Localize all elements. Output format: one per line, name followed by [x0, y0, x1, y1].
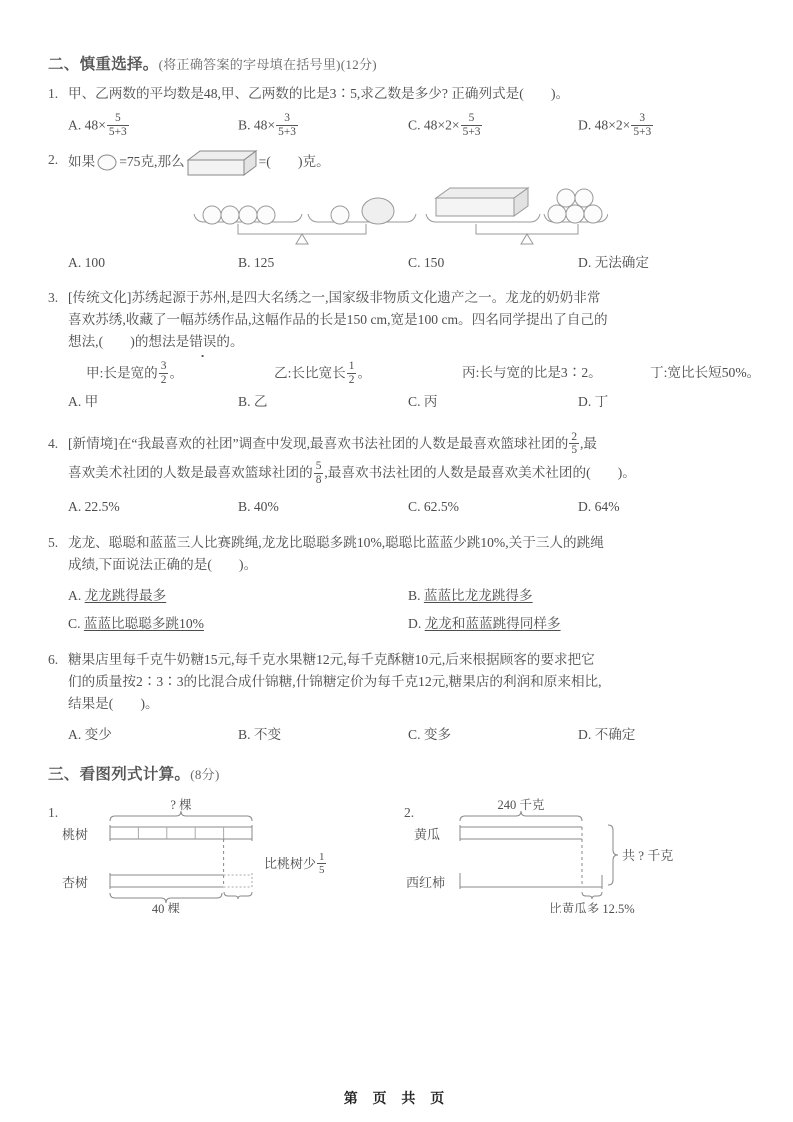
- option-c-text: 150: [423, 254, 445, 270]
- thought-ding: [632, 360, 793, 387]
- option-c-text: 变多: [423, 726, 452, 742]
- option-d-label: D.: [578, 117, 592, 133]
- question-3-thoughts: [48, 360, 761, 387]
- option-c-label: C.: [408, 117, 421, 133]
- thought-bing-name: 丙:: [462, 365, 480, 381]
- question-5-stem-line-2: 成绩,下面说法正确的是( )。: [68, 557, 258, 573]
- option-d-label: D.: [408, 615, 422, 631]
- option-c-text: 蓝蓝比聪聪多跳10%: [83, 615, 204, 631]
- diagram-row: [48, 793, 748, 918]
- question-2-options: [48, 250, 748, 276]
- option-c-label: C.: [68, 615, 81, 631]
- thought-jia: [68, 360, 256, 387]
- option-d-text: 龙龙和蓝蓝跳得同样多: [424, 615, 561, 631]
- option-b-label: B.: [238, 499, 251, 515]
- option-d[interactable]: [408, 611, 748, 637]
- question-2: [48, 149, 748, 177]
- option-b-expression: 48×: [253, 117, 276, 133]
- diagram-2-svg: [404, 793, 748, 913]
- question-5-number: 5.: [48, 535, 59, 551]
- fraction: $\frac{1}{5}$: [319, 850, 325, 876]
- option-d-text: 丁: [594, 394, 609, 410]
- fraction: $\frac{3}{2}$: [160, 360, 167, 387]
- option-b-text: 乙: [253, 394, 268, 410]
- question-6-stem-line-2: 们的质量按2∶3∶3的比混合成什锦糖,什锦糖定价为每千克12元,糖果店的利润和原来相比,: [68, 673, 602, 689]
- option-a-label: A.: [68, 726, 82, 742]
- option-b-text: 125: [253, 254, 275, 270]
- option-d-label: D.: [578, 499, 592, 515]
- option-b[interactable]: [238, 494, 408, 520]
- diagram-1-row1-name: 桃树: [62, 826, 89, 842]
- option-c-label: C.: [408, 499, 421, 515]
- question-4-text-2b: ,最喜欢书法社团的人数是最喜欢美术社团的( )。: [324, 465, 636, 481]
- question-1: [48, 83, 748, 105]
- option-d-text: 不确定: [594, 726, 636, 742]
- question-5-stem-line-1: 龙龙、聪聪和蓝蓝三人比赛跳绳,龙龙比聪聪多跳10%,聪聪比蓝蓝少跳10%,关于三人的跳绳: [68, 535, 604, 551]
- diagram-1: [48, 793, 404, 918]
- diagram-2-row1-name: 黄瓜: [414, 826, 441, 842]
- option-b-text: 40%: [253, 499, 279, 515]
- question-6-stem-line-3: 结果是( )。: [68, 695, 159, 711]
- option-b[interactable]: [408, 583, 748, 609]
- question-3-stem-line-3: [68, 331, 748, 353]
- thought-ding-name: 丁:: [650, 365, 668, 381]
- diagram-2-bottom-label: 比黄瓜多 12.5%: [549, 901, 635, 913]
- section-heading-3: [48, 762, 748, 784]
- option-a-text: 甲: [84, 394, 99, 410]
- question-3-stem-1: 苏绣起源于苏州,是四大名绣之一,国家级非物质文化遗产之一。龙龙的奶奶非常: [131, 290, 601, 306]
- diagram-1-side-label: [264, 851, 327, 876]
- section-heading-2: [48, 52, 748, 74]
- question-4-tag: [新情境]: [68, 435, 118, 451]
- option-a[interactable]: [68, 250, 238, 276]
- diagram-2-top-label: 240 千克: [497, 797, 545, 812]
- option-b[interactable]: [238, 250, 408, 276]
- question-6-number: 6.: [48, 651, 59, 667]
- balance-left: [194, 198, 416, 244]
- option-b-label: B.: [408, 588, 421, 604]
- diagram-2: [404, 793, 748, 918]
- option-b[interactable]: [238, 389, 408, 415]
- page-content: [48, 52, 761, 918]
- thought-jia-text: 长是宽的: [103, 365, 158, 381]
- option-b[interactable]: [238, 722, 408, 748]
- option-a-text: 变少: [84, 726, 112, 742]
- option-b-text: 蓝蓝比龙龙跳得多: [423, 588, 533, 604]
- option-a-label: A.: [68, 254, 82, 270]
- diagram-2-number: 2.: [404, 804, 415, 820]
- fraction: $\frac{3}{5+3}$: [278, 112, 296, 138]
- section-2-number: 二、: [48, 56, 80, 73]
- diagram-2-row2-name: 西红柿: [406, 874, 446, 890]
- option-b[interactable]: [238, 112, 408, 139]
- option-d[interactable]: [578, 112, 748, 139]
- question-4-options: [48, 494, 748, 520]
- question-5-options-row-2: [48, 611, 748, 637]
- option-a[interactable]: [68, 112, 238, 139]
- question-6-options: [48, 722, 748, 748]
- option-c[interactable]: [408, 250, 578, 276]
- option-c-text: 丙: [423, 394, 438, 410]
- option-d-text: 无法确定: [594, 254, 649, 270]
- question-6-stem-line-1: 糖果店里每千克牛奶糖15元,每千克水果糖12元,每千克酥糖10元,后来根据顾客的要求把它: [68, 651, 595, 667]
- question-3-options: [48, 389, 748, 415]
- thought-bing: [444, 360, 632, 387]
- option-a-label: A.: [68, 394, 82, 410]
- option-d-label: D.: [578, 254, 592, 270]
- fraction: $\frac{3}{5+3}$: [633, 112, 652, 138]
- question-3-number: 3.: [48, 290, 59, 306]
- page-footer: 第 页 共 页: [343, 1091, 450, 1107]
- option-d[interactable]: [578, 389, 748, 415]
- question-3-stem-3c: 的。: [216, 334, 244, 350]
- question-3-stem-line-2: 喜欢苏绣,收藏了一幅苏绣作品,这幅作品的长是150 cm,宽是100 cm。四名同学提出了自己的: [68, 312, 608, 328]
- fraction: $\frac{5}{5+3}$: [108, 112, 127, 138]
- diagram-1-row2-name: 杏树: [62, 874, 89, 890]
- thought-yi-name: 乙:: [274, 365, 292, 381]
- question-2-number: 2.: [48, 151, 59, 167]
- option-c[interactable]: [408, 389, 578, 415]
- diagram-1-svg: [48, 793, 394, 913]
- thought-bing-text: 长与宽的比是3∶2。: [479, 365, 602, 381]
- question-4-text-2: 喜欢美术社团的人数是最喜欢篮球社团的: [68, 465, 313, 481]
- question-2-stem-part-b: =75克,那么: [119, 153, 185, 169]
- option-d-label: D.: [578, 394, 592, 410]
- option-d-label: D.: [578, 726, 592, 742]
- question-5: [48, 532, 748, 576]
- section-3-note: (8分): [190, 766, 220, 782]
- question-3-tag: [传统文化]: [68, 290, 132, 306]
- thought-yi: [256, 360, 444, 387]
- question-3-stem-3a: 想法,( )的想法是: [68, 334, 190, 350]
- option-d-text: 64%: [594, 499, 620, 515]
- thought-jia-post: 。: [169, 365, 184, 381]
- option-c[interactable]: [408, 722, 578, 748]
- question-2-stem-part-a: 如果: [68, 153, 96, 169]
- option-c[interactable]: [408, 112, 578, 139]
- option-a[interactable]: [68, 389, 238, 415]
- balance-right: [426, 188, 608, 244]
- option-b-label: B.: [238, 394, 251, 410]
- question-4-line-2: [68, 458, 748, 487]
- option-b-label: B.: [238, 726, 251, 742]
- question-4: [48, 429, 748, 487]
- question-5-options-row-1: [48, 583, 748, 609]
- question-4-text-1: 在“我最喜欢的社团”调查中发现,最喜欢书法社团的人数是最喜欢篮球社团的: [117, 435, 569, 451]
- thought-jia-name: 甲:: [86, 365, 104, 381]
- option-c-label: C.: [408, 726, 421, 742]
- diagram-1-side-text: 比桃树少: [264, 855, 317, 871]
- option-b-label: B.: [238, 254, 251, 270]
- question-4-line-1: [68, 429, 748, 458]
- option-a[interactable]: [68, 494, 238, 520]
- option-a[interactable]: [68, 722, 238, 748]
- option-d[interactable]: [578, 494, 748, 520]
- option-b-text: 不变: [253, 726, 282, 742]
- option-a-text: 22.5%: [84, 499, 120, 515]
- question-3-emphasis: 错误: [189, 331, 216, 353]
- option-a-text: 100: [84, 254, 106, 270]
- diagram-1-number: 1.: [48, 804, 59, 820]
- fraction: $\frac{1}{2}$: [348, 360, 355, 387]
- option-c[interactable]: [408, 494, 578, 520]
- option-b-label: B.: [238, 117, 251, 133]
- option-a-label: A.: [68, 499, 82, 515]
- fraction: $\frac{2}{5}$: [571, 430, 578, 457]
- thought-ding-text: 宽比长短50%。: [667, 365, 761, 381]
- balance-scale-figure: [48, 184, 748, 246]
- option-d[interactable]: [578, 250, 748, 276]
- option-a-label: A.: [68, 588, 82, 604]
- option-d[interactable]: [578, 722, 748, 748]
- option-c-label: C.: [408, 394, 421, 410]
- question-3: [48, 287, 748, 353]
- section-3-title: 看图列式计算。: [79, 765, 191, 783]
- section-3-number: 三、: [48, 765, 80, 783]
- fraction: $\frac{5}{5+3}$: [462, 112, 481, 138]
- fraction: $\frac{5}{8}$: [315, 459, 322, 486]
- section-2-title: 慎重选择。: [79, 56, 159, 73]
- question-1-number: 1.: [48, 86, 59, 101]
- question-1-options: [48, 112, 748, 139]
- diagram-1-bottom-label: 40 棵: [151, 901, 181, 913]
- question-1-stem: 甲、乙两数的平均数是48,甲、乙两数的比是3∶5,求乙数是多少? 正确列式是( )。: [68, 86, 570, 101]
- option-d-expression: 48×2×: [594, 117, 631, 133]
- thought-yi-post: 。: [357, 365, 372, 381]
- thought-yi-text: 长比宽长: [291, 365, 346, 381]
- question-4-number: 4.: [48, 435, 59, 451]
- question-2-stem-part-c: =( )克。: [258, 153, 330, 169]
- diagram-1-top-label: ? 棵: [170, 797, 192, 812]
- option-a[interactable]: [68, 583, 408, 609]
- circle-icon: [96, 154, 118, 171]
- section-2-note: (将正确答案的字母填在括号里)(12分): [158, 57, 377, 72]
- option-a-text: 龙龙跳得最多: [84, 588, 167, 604]
- diagram-2-right-label: 共 ? 千克: [622, 847, 674, 863]
- question-3-stem-line-1: [68, 287, 748, 309]
- cuboid-icon: [186, 149, 258, 177]
- question-4-text-1b: ,最: [580, 435, 598, 451]
- option-a-expression: 48×: [84, 117, 106, 133]
- option-c[interactable]: [68, 611, 408, 637]
- option-c-expression: 48×2×: [423, 117, 460, 133]
- option-c-label: C.: [408, 254, 421, 270]
- question-6: [48, 649, 748, 715]
- option-a-label: A.: [68, 117, 82, 133]
- option-c-text: 62.5%: [423, 499, 459, 515]
